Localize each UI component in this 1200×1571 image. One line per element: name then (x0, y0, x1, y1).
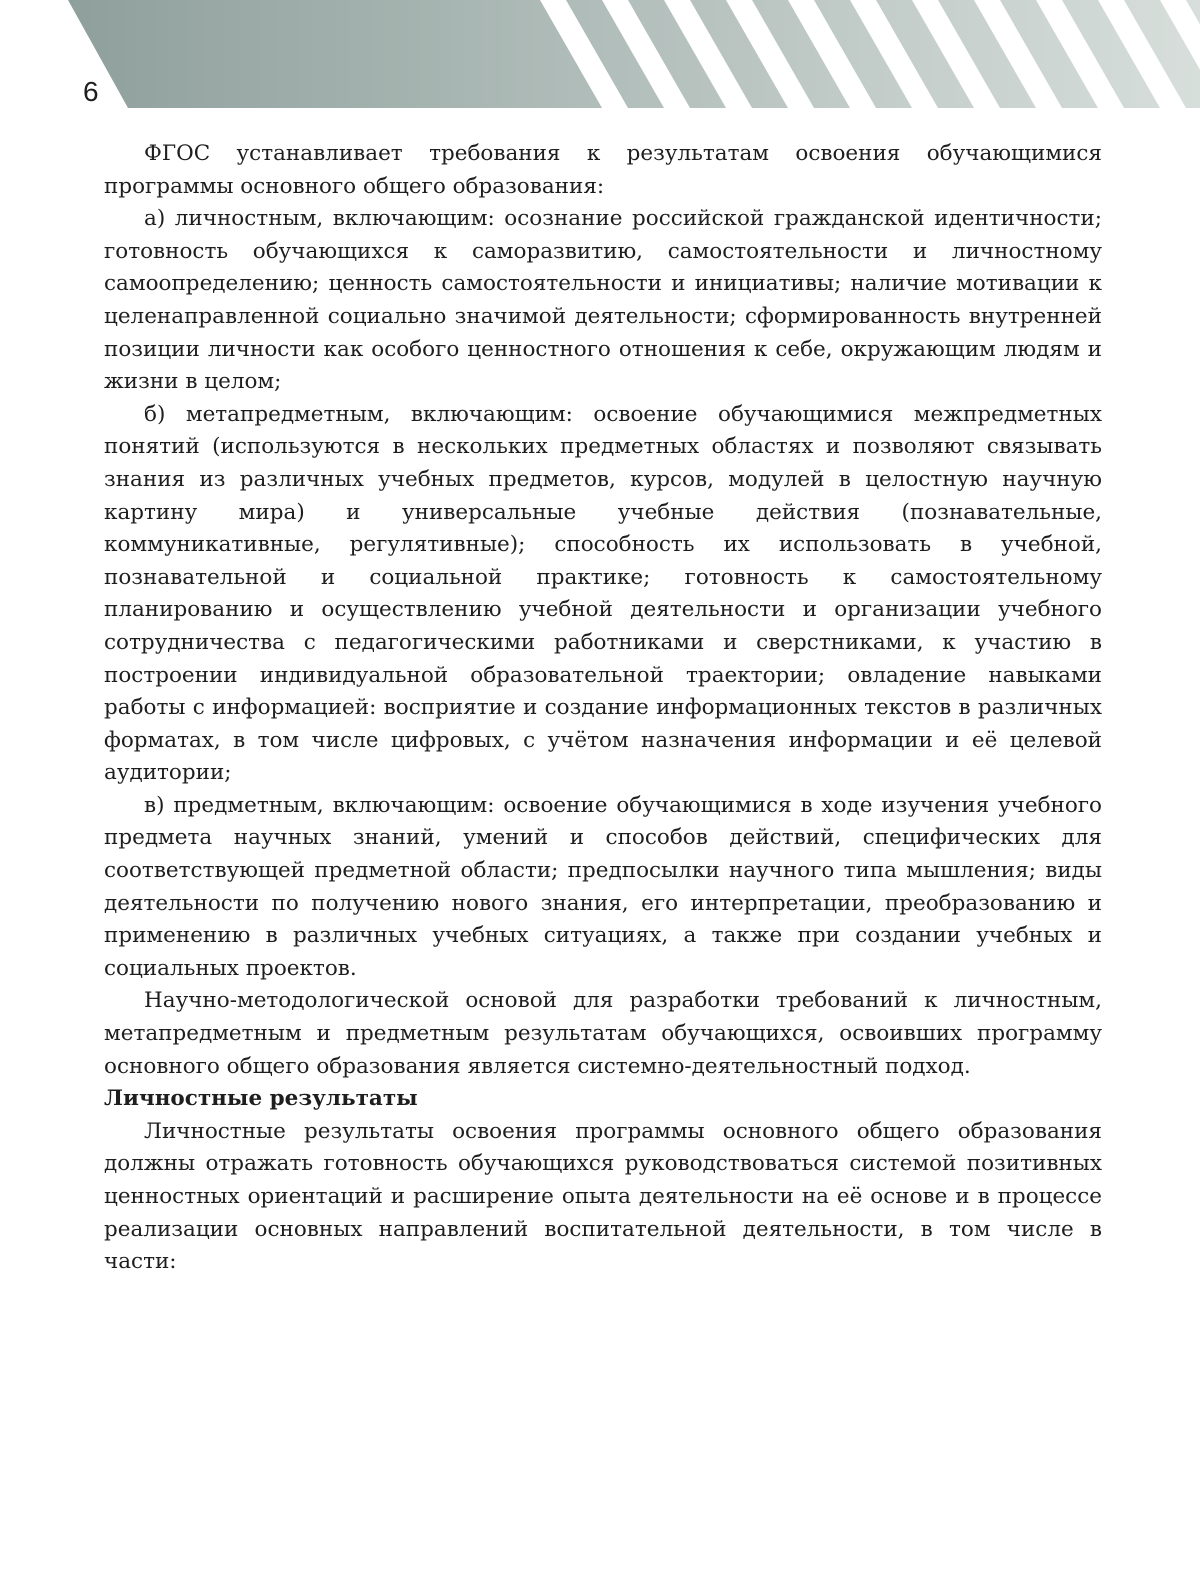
paragraph-personal: а) личностным, включающим: осознание российской гражданской идентичности; готовность обучающихся к саморазвитию, самостоятельности и личностному самоопределению; ценность самостоятельности и инициативы; наличие мотивации к целенаправленной социально значимой деятельности; сформированность внутренней позиции личности как особого ценностного отношения к себе, окружающим людям и жизни в целом; (104, 206, 1102, 395)
header-stripes-graphic (0, 0, 1200, 112)
page-header-band (0, 0, 1200, 112)
main-text (104, 138, 1102, 1279)
paragraph-personal-results: Личностные результаты освоения программы основного общего образования должны отражать готовность обучающихся руководствоваться системой позитивных ценностных ориентаций и расширение опыта деятельности на её основе и в процессе реализации основных направлений воспитательной деятельности, в том числе в части: (104, 1118, 1102, 1275)
paragraph-intro: ФГОС устанавливает требования к результатам освоения обучающимися программы основного общего образования: (104, 141, 1102, 199)
paragraph-methodology: Научно-методологической основой для разработки требований к личностным, метапредметным и предметным результатам обучающихся, освоивших программу основного общего образования является системно-деятельностный подход. (104, 988, 1102, 1079)
section-heading: Личностные результаты (104, 1086, 418, 1112)
paragraph-subject: в) предметным, включающим: освоение обучающимися в ходе изучения учебного предмета научных знаний, умений и способов действий, специфических для соответствующей предметной области; предпосылки научного типа мышления; виды деятельности по получению нового знания, его интерпретации, преобразованию и применению в различных учебных ситуациях, а также при создании учебных и социальных проектов. (104, 792, 1102, 981)
page-number: 6 (83, 76, 99, 107)
paragraph-metasubject: б) метапредметным, включающим: освоение обучающимися межпредметных понятий (используются в нескольких предметных областях и позволяют связывать знания из различных учебных предметов, курсов, модулей в целостную научную картину мира) и универсальные учебные действия (познавательные, коммуникативные, регулятивные); способность их использовать в учебной, познавательной и социальной практике; готовность к самостоятельному планированию и осуществлению учебной деятельности и организации учебного сотрудничества с педагогическими работниками и сверстниками, к участию в построении индивидуальной образовательной траектории; овладение навыками работы с информацией: восприятие и создание информационных текстов в различных форматах, в том числе цифровых, с учётом назначения информации и её целевой аудитории; (104, 401, 1102, 786)
